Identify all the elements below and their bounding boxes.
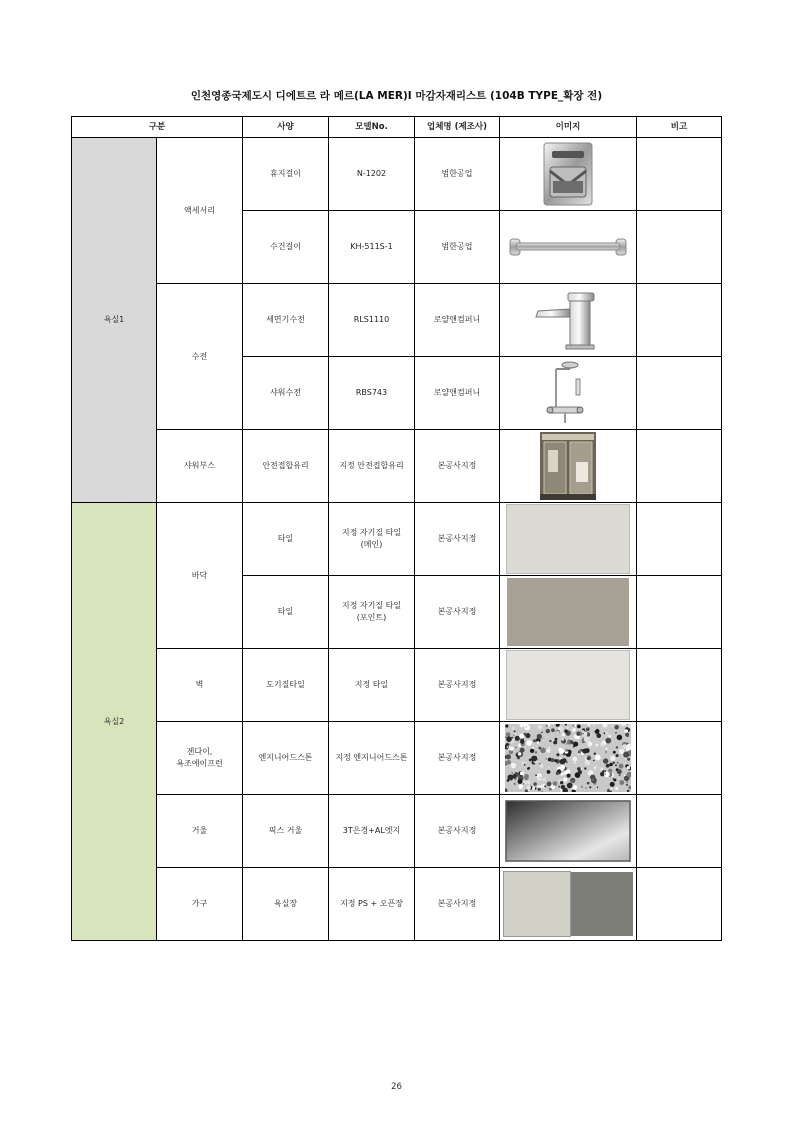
image-cell [500, 868, 637, 941]
group-bath1: 욕실1 [72, 138, 157, 503]
spec-cell: 픽스 거울 [243, 795, 329, 868]
model-line: (메인) [360, 540, 383, 549]
tile-swatch-point [507, 578, 629, 646]
wall-tile-swatch [506, 650, 630, 720]
subgroup-line: 욕조에이프런 [176, 759, 223, 768]
maker-cell: 본공사지정 [415, 503, 500, 576]
model-cell: 지정 안전접합유리 [329, 430, 415, 503]
model-line: 지정 자기질 타일 [341, 528, 402, 538]
subgroup-shower-booth: 샤워부스 [157, 430, 243, 503]
table-row [72, 284, 722, 357]
model-line: (포인트) [356, 613, 387, 622]
model-line: 지정 자기질 타일 [341, 601, 402, 611]
table-row [72, 722, 722, 795]
spec-cell: 욕실장 [243, 868, 329, 941]
image-cell [500, 649, 637, 722]
cabinet-color-light [503, 871, 571, 937]
image-cell [500, 211, 637, 284]
note-cell [637, 868, 722, 941]
header-spec: 사양 [243, 117, 329, 138]
header-maker: 업체명 (제조사) [415, 117, 500, 138]
maker-cell: 로얄앤컴퍼니 [415, 357, 500, 430]
shower-booth-photo [505, 432, 631, 500]
model-cell: RLS1110 [329, 284, 415, 357]
model-cell: 지정 엔지니어드스톤 [329, 722, 415, 795]
maker-cell: 본공사지정 [415, 795, 500, 868]
spec-cell: 도기질타일 [243, 649, 329, 722]
header-note: 비고 [637, 117, 722, 138]
model-cell: N-1202 [329, 138, 415, 211]
note-cell [637, 795, 722, 868]
model-cell: 3T은경+AL엣지 [329, 795, 415, 868]
note-cell [637, 430, 722, 503]
subgroup-floor: 바닥 [157, 503, 243, 649]
spec-cell: 타일 [243, 576, 329, 649]
note-cell [637, 722, 722, 795]
maker-cell: 로얄앤컴퍼니 [415, 284, 500, 357]
note-cell [637, 357, 722, 430]
image-cell [500, 138, 637, 211]
towel-bar-icon [505, 213, 631, 281]
shower-faucet-icon [505, 359, 631, 427]
model-cell: 지정 PS + 오픈장 [329, 868, 415, 941]
maker-cell: 본공사지정 [415, 649, 500, 722]
model-cell: KH-511S-1 [329, 211, 415, 284]
model-cell [329, 503, 415, 576]
note-cell [637, 284, 722, 357]
table-row [72, 795, 722, 868]
spec-cell: 휴지걸이 [243, 138, 329, 211]
spec-cell: 샤워수전 [243, 357, 329, 430]
table-row [72, 503, 722, 576]
image-cell [500, 576, 637, 649]
subgroup-mirror: 거울 [157, 795, 243, 868]
image-cell [500, 722, 637, 795]
maker-cell: 본공사지정 [415, 576, 500, 649]
note-cell [637, 211, 722, 284]
table-row [72, 868, 722, 941]
subgroup-line: 젠다이, [186, 747, 213, 757]
maker-cell: 범한공업 [415, 138, 500, 211]
subgroup-vanity [157, 722, 243, 795]
note-cell [637, 576, 722, 649]
subgroup-accessory: 액세서리 [157, 138, 243, 284]
image-cell [500, 430, 637, 503]
mirror-gradient [505, 797, 631, 865]
maker-cell: 본공사지정 [415, 868, 500, 941]
subgroup-wall: 벽 [157, 649, 243, 722]
model-cell [329, 576, 415, 649]
spec-cell: 엔지니어드스톤 [243, 722, 329, 795]
maker-cell: 본공사지정 [415, 722, 500, 795]
cabinet-swatch [503, 870, 633, 938]
tile-swatch-main [506, 504, 630, 574]
group-bath2: 욕실2 [72, 503, 157, 941]
toilet-paper-holder-icon [505, 140, 631, 208]
cabinet-color-dark [571, 872, 633, 936]
table-row [72, 649, 722, 722]
maker-cell: 범한공업 [415, 211, 500, 284]
maker-cell: 본공사지정 [415, 430, 500, 503]
page-number: 26 [391, 1082, 402, 1092]
document-title: 인천영종국제도시 디에트르 라 메르(LA MER)Ⅰ 마감자재리스트 (104B TYPE_확장 전) [190, 90, 603, 102]
header-category: 구분 [72, 117, 243, 138]
spec-cell: 타일 [243, 503, 329, 576]
header-model: 모델No. [329, 117, 415, 138]
spec-cell: 세면기수전 [243, 284, 329, 357]
model-cell: 지정 타일 [329, 649, 415, 722]
note-cell [637, 138, 722, 211]
spec-cell: 수건걸이 [243, 211, 329, 284]
table-row [72, 138, 722, 211]
note-cell [637, 649, 722, 722]
subgroup-furniture: 가구 [157, 868, 243, 941]
spec-cell: 안전접합유리 [243, 430, 329, 503]
model-cell: RBS743 [329, 357, 415, 430]
header-image: 이미지 [500, 117, 637, 138]
image-cell [500, 284, 637, 357]
granite-texture [505, 724, 631, 792]
image-cell [500, 795, 637, 868]
image-cell [500, 357, 637, 430]
basin-faucet-icon [505, 286, 631, 354]
note-cell [637, 503, 722, 576]
image-cell [500, 503, 637, 576]
table-header-row [72, 117, 722, 138]
finish-materials-table [71, 116, 722, 941]
subgroup-faucet: 수전 [157, 284, 243, 430]
table-row [72, 430, 722, 503]
